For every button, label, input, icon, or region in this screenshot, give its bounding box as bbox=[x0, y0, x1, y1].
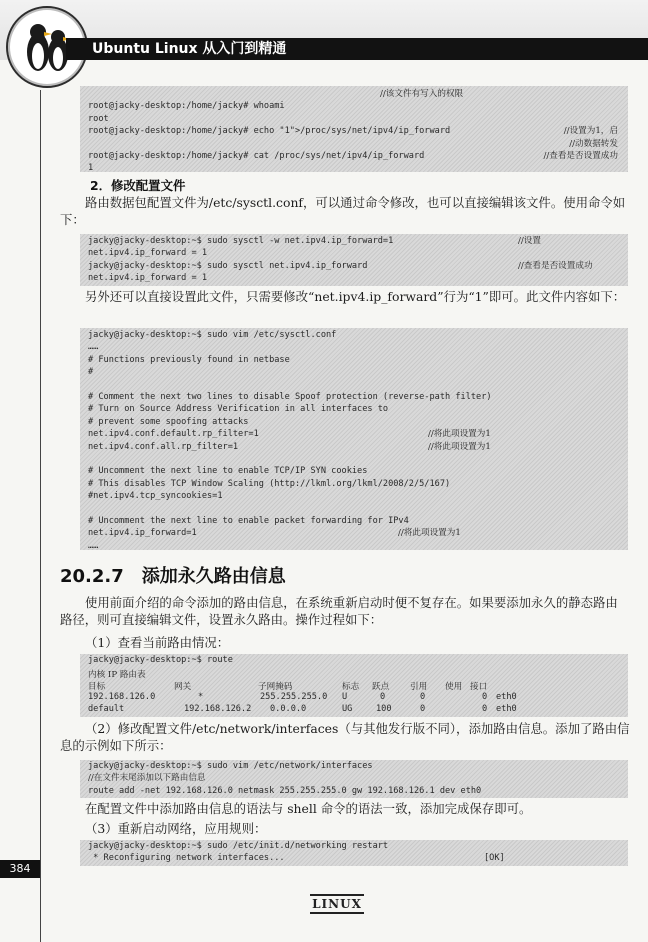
code-text: * Reconfiguring network interfaces... bbox=[88, 853, 285, 864]
code-line bbox=[88, 478, 620, 490]
route-header-ref: 引用 bbox=[410, 682, 428, 692]
code-comment: //动数据转发 bbox=[569, 138, 618, 149]
route-cell: 100 bbox=[376, 704, 392, 714]
code-line bbox=[88, 441, 620, 453]
route-header-metric: 跃点 bbox=[372, 682, 390, 692]
code-text: jacky@jacky-desktop:~$ sudo /etc/init.d/networking restart bbox=[88, 841, 389, 851]
code-comment: //将此项设置为1 bbox=[428, 441, 491, 452]
code-text: # Uncomment the next line to enable TCP/IP SYN cookies bbox=[88, 466, 368, 477]
section-title: 添加永久路由信息 bbox=[141, 566, 286, 587]
code-text: jacky@jacky-desktop:~$ sudo vim /etc/sysctl.conf bbox=[88, 330, 337, 340]
code-text: net.ipv4.ip_forward = 1 bbox=[88, 273, 207, 284]
route-cell: 0 bbox=[482, 692, 488, 702]
paragraph: 路由数据包配置文件为/etc/sysctl.conf，可以通过命令修改，也可以直接编辑该文件。使用命令如下： bbox=[60, 195, 626, 227]
route-cell: 0.0.0.0 bbox=[270, 704, 307, 714]
code-text: # Comment the next two lines to disable Spoof protection (reverse-path filter) bbox=[88, 391, 492, 402]
code-line bbox=[88, 416, 620, 428]
code-text: jacky@jacky-desktop:~$ route bbox=[88, 655, 233, 665]
code-line bbox=[88, 785, 620, 797]
code-line bbox=[88, 840, 620, 852]
section-heading bbox=[60, 562, 286, 588]
code-text: 1 bbox=[88, 163, 94, 174]
route-header-netmask: 子网掩码 bbox=[258, 682, 293, 692]
code-comment: //设置为1，启 bbox=[563, 126, 618, 137]
route-cell: 0 bbox=[420, 704, 426, 714]
route-cell: 255.255.255.0 bbox=[260, 692, 328, 702]
code-comment: //查看是否设置成功 bbox=[543, 150, 618, 161]
code-comment: //该文件有写入的权限 bbox=[380, 89, 464, 99]
step-label: （1）查看当前路由情况： bbox=[85, 635, 230, 650]
route-cell: 0 bbox=[420, 692, 426, 702]
route-cell: default bbox=[88, 704, 125, 714]
book-title: Ubuntu Linux 从入门到精通 bbox=[66, 38, 648, 60]
route-cell: 0 bbox=[482, 704, 488, 714]
code-line bbox=[88, 354, 620, 366]
route-cell: * bbox=[198, 692, 204, 702]
code-text: net.ipv4.ip_forward = 1 bbox=[88, 248, 207, 259]
route-cell: 192.168.126.2 bbox=[184, 704, 252, 714]
paragraph: 使用前面介绍的命令添加的路由信息，在系统重新启动时便不复存在。如果要添加永久的静态路由路径，则可直接编辑文件，设置永久路由。操作过程如下： bbox=[60, 595, 618, 627]
code-text: # bbox=[88, 367, 94, 378]
code-line bbox=[88, 113, 620, 125]
code-text: root@jacky-desktop:/home/jacky# cat /proc/sys/net/ipv4/ip_forward bbox=[88, 150, 425, 161]
code-line bbox=[88, 125, 620, 137]
code-block-1 bbox=[80, 86, 628, 172]
code-line bbox=[88, 502, 620, 514]
status-ok: [OK] bbox=[484, 853, 505, 864]
section-number: 20.2.7 bbox=[60, 566, 124, 587]
code-text: …… bbox=[88, 342, 99, 353]
code-comment: //查看是否设置成功 bbox=[518, 260, 593, 271]
code-text: # This disables TCP Window Scaling (http://lkml.org/lkml/2008/2/5/167) bbox=[88, 478, 451, 489]
code-text: //在文件末尾添加以下路由信息 bbox=[88, 773, 206, 784]
code-text: root bbox=[88, 113, 109, 124]
code-text: # Functions previously found in netbase bbox=[88, 354, 290, 365]
code-line bbox=[88, 260, 620, 272]
code-comment: //将此项设置为1 bbox=[398, 528, 461, 539]
code-text: jacky@jacky-desktop:~$ sudo sysctl -w net.ipv4.ip_forward=1 bbox=[88, 236, 394, 246]
route-header-use: 使用 bbox=[445, 682, 463, 692]
code-line bbox=[88, 540, 620, 552]
route-cell: eth0 bbox=[496, 704, 517, 714]
route-header-flags: 标志 bbox=[342, 682, 360, 692]
code-text: # prevent some spoofing attacks bbox=[88, 416, 249, 427]
code-line bbox=[88, 341, 620, 353]
step-label: （2）修改配置文件/etc/network/interfaces（与其他发行版不同），添加路由信息。添加了路由信息的示例如下所示： bbox=[60, 721, 630, 753]
code-line bbox=[88, 527, 620, 539]
route-table-block bbox=[80, 654, 628, 717]
route-cell: U bbox=[342, 692, 348, 702]
code-text: root@jacky-desktop:/home/jacky# echo "1">/proc/sys/net/ipv4/ip_forward bbox=[88, 126, 451, 137]
code-text: net.ipv4.conf.all.rp_filter=1 bbox=[88, 441, 239, 452]
paragraph: 另外还可以直接设置此文件，只需要修改“net.ipv4.ip_forward”行为“1”即可。此文件内容如下： bbox=[85, 289, 626, 304]
code-line bbox=[88, 100, 620, 112]
route-cell: UG bbox=[342, 704, 353, 714]
linux-footer-logo: LINUX bbox=[310, 894, 364, 914]
step-label: （3）重新启动网络，应用规则： bbox=[85, 821, 267, 836]
sub-heading: 2．修改配置文件 bbox=[90, 178, 186, 193]
route-table-title: 内核 IP 路由表 bbox=[88, 670, 146, 680]
code-text: root@jacky-desktop:/home/jacky# whoami bbox=[88, 101, 285, 112]
page-number: 384 bbox=[0, 860, 40, 878]
code-line bbox=[88, 162, 620, 174]
code-line bbox=[88, 379, 620, 391]
code-text: …… bbox=[88, 540, 99, 551]
route-header-iface: 接口 bbox=[470, 682, 488, 692]
code-line bbox=[88, 490, 620, 502]
code-text: net.ipv4.conf.default.rp_filter=1 bbox=[88, 429, 259, 440]
route-cell: 192.168.126.0 bbox=[88, 692, 156, 702]
code-line bbox=[88, 138, 620, 150]
code-line bbox=[88, 329, 620, 341]
code-text: # Turn on Source Address Verification in all interfaces to bbox=[88, 404, 389, 415]
code-text: #net.ipv4.tcp_syncookies=1 bbox=[88, 491, 223, 502]
code-block-5 bbox=[80, 760, 628, 798]
code-line bbox=[88, 515, 620, 527]
code-block-2 bbox=[80, 234, 628, 286]
route-cell: eth0 bbox=[496, 692, 517, 702]
margin-rule bbox=[40, 90, 41, 942]
code-text: jacky@jacky-desktop:~$ sudo sysctl net.ipv4.ip_forward bbox=[88, 260, 368, 271]
route-header-destination: 目标 bbox=[88, 682, 106, 692]
code-line bbox=[88, 428, 620, 440]
code-line bbox=[88, 247, 620, 259]
code-comment: //将此项设置为1 bbox=[428, 429, 491, 440]
code-line bbox=[88, 150, 620, 162]
code-text: route add -net 192.168.126.0 netmask 255.255.255.0 gw 192.168.126.1 dev eth0 bbox=[88, 785, 482, 796]
code-text: # Uncomment the next line to enable packet forwarding for IPv4 bbox=[88, 515, 409, 526]
code-line bbox=[88, 465, 620, 477]
code-line bbox=[88, 403, 620, 415]
code-line bbox=[88, 852, 620, 864]
code-line bbox=[88, 453, 620, 465]
paragraph: 在配置文件中添加路由信息的语法与 shell 命令的语法一致，添加完成保存即可。 bbox=[85, 801, 532, 816]
route-cell: 0 bbox=[380, 692, 386, 702]
code-line bbox=[88, 391, 620, 403]
route-header-gateway: 网关 bbox=[174, 682, 192, 692]
code-line bbox=[88, 772, 620, 784]
code-block-6 bbox=[80, 840, 628, 866]
code-text: net.ipv4.ip_forward=1 bbox=[88, 528, 197, 539]
code-line bbox=[88, 272, 620, 284]
code-comment: //设置 bbox=[518, 236, 541, 246]
code-line bbox=[88, 88, 620, 100]
code-line bbox=[88, 366, 620, 378]
code-text: jacky@jacky-desktop:~$ sudo vim /etc/network/interfaces bbox=[88, 761, 373, 771]
code-line bbox=[88, 760, 620, 772]
code-block-3 bbox=[80, 328, 628, 550]
code-line bbox=[88, 235, 620, 247]
